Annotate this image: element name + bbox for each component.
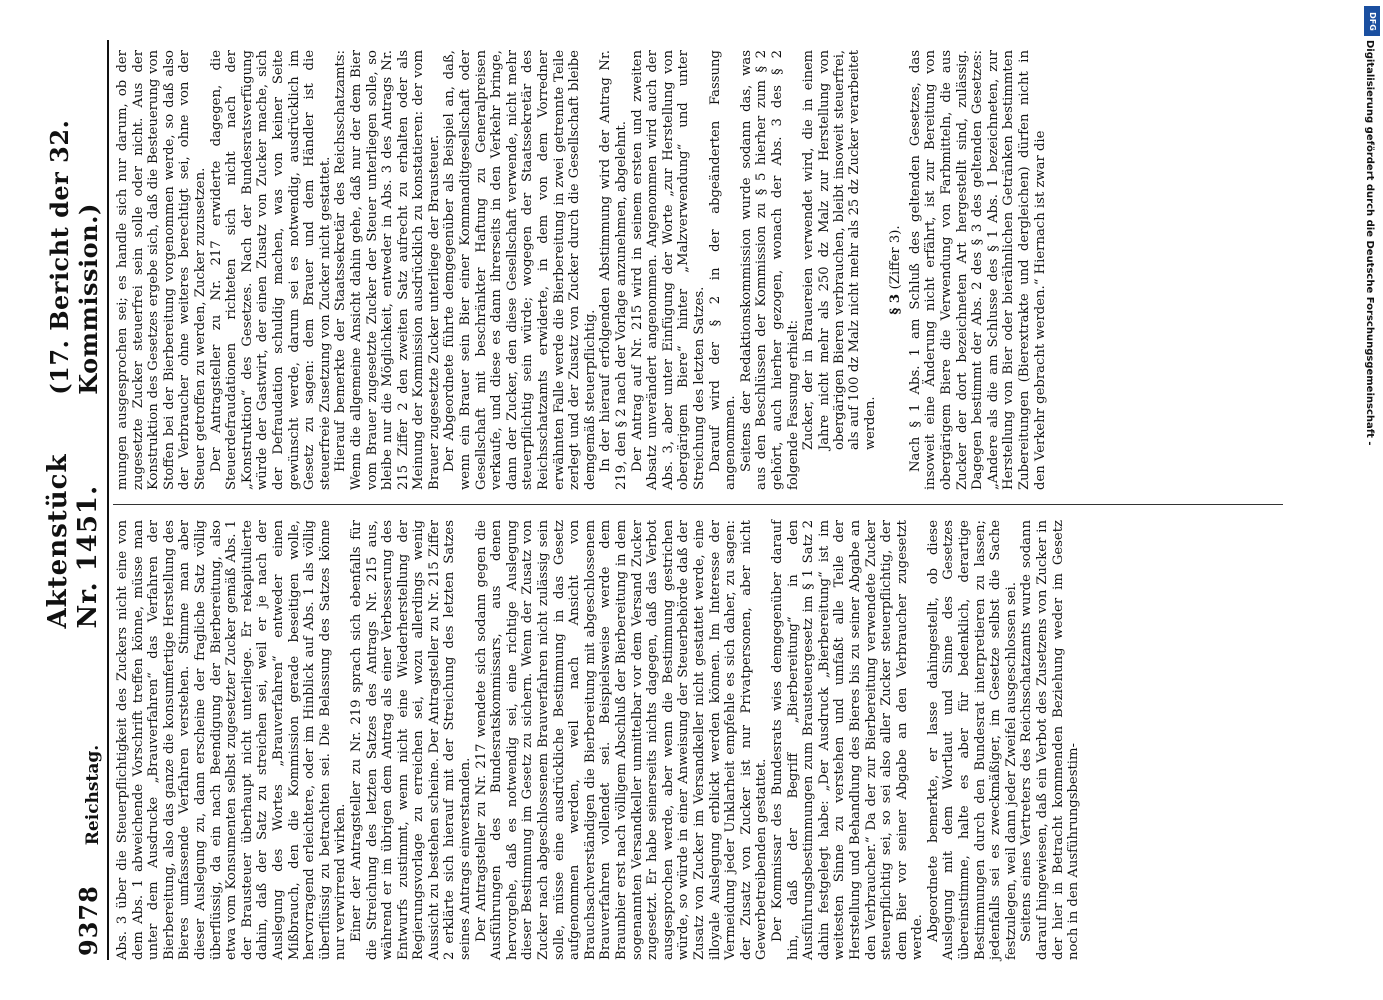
paragraph: mungen ausgesprochen sei; es handle sich nur darum, ob der zugesetzte Zucker steuerfrei sein solle oder nicht. Aus der Konstruktion des Gesetzes ergebe sich, daß die Besteuerung von Stoffen bei der Bierbereitung vorgenommen werde, so daß also der Verbraucher ohne weiteres berechtigt sei, ohne von der Steuer getroffen zu werden, Zucker zuzusetzen.: [115, 50, 208, 490]
document-page: [43, 40, 1295, 960]
section-heading: [888, 50, 904, 490]
paragraph: Nach § 1 Abs. 1 am Schluß des geltenden Gesetzes, das insoweit eine Änderung nicht erfährt, ist zur Bereitung von obergärigem Biere die Verwendung von Farbmitteln, die aus Zucker der dort bezeichneten Art hergestellt sind, zulässig. Dagegen bestimmt der Abs. 2 des § 3 des geltenden Gesetzes: „Andere als die am Schlusse des § 1 Abs. 1 bezeichneten, zur Herstellung von Bier oder bierähnlichen Getränken bestimmten Zubereitungen (Bierextrakte und dergleichen) dürfen nicht in den Verkehr gebracht werden.“ Hiernach ist zwar die: [907, 50, 1048, 490]
report-title: (17. Bericht der 32. Kommission.): [45, 119, 103, 395]
document-title: Aktenstück Nr. 1451.: [43, 453, 103, 629]
paragraph: In der hierauf erfolgenden Abstimmung wird der Antrag Nr. 219, den § 2 nach der Vorlage anzunehmen, abgelehnt.: [598, 50, 629, 490]
paragraph: Seitens der Redaktionskommission wurde sodann das, was aus den Beschlüssen der Kommission zu § 5 hierher zum § 2 gehört, auch hierher gezogen, wonach der Abs. 3 des § 2 folgende Fassung erhielt:: [738, 50, 801, 490]
paragraph: Einer der Antragsteller zu Nr. 219 sprach sich ebenfalls für die Streichung des letzten Satzes des Antrags Nr. 215 aus, während er im übrigen dem Antrag als einer Verbesserung des Entwurfs zustimmt, wenn nicht eine Wiederherstellung der Regierungsvorlage zu erreichen sei, wozu allerdings wenig Aussicht zu bestehen scheine. Der Antragsteller zu Nr. 215 Ziffer 2 erklärte sich hierauf mit der Streichung des letzten Satzes seines Antrags einverstanden.: [348, 520, 474, 960]
header-body: Reichstag.: [83, 744, 103, 846]
digitization-note-text: Digitalisierung gefördert durch die Deutsche Forschungsgemeinschaft -: [1364, 40, 1375, 446]
digitization-note: [1363, 40, 1377, 960]
column-divider: [113, 504, 1283, 505]
dfg-logo: DFG: [1364, 6, 1380, 36]
paragraph: Abs. 3 über die Steuerpflichtigkeit des Zuckers nicht eine von dem Abs. 1 abweichende Vorschrift treffen könne, müsse man unter dem Ausdrucke „Brauverfahren“ das Verfahren der Bierbereitung, also das ganze die konsumfertige Herstellung des Bieres umfassende Verfahren verstehen. Stimme man aber dieser Auslegung zu, dann erscheine der fragliche Satz völlig überflüssig, da ein nach Beendigung der Bierbereitung, also etwa vom Konsumenten selbst zugesetzter Zucker gemäß Abs. 1 der Brausteuer überhaupt nicht unterliege. Er rekapitulierte dahin, daß der Satz zu streichen sei, weil er je nach der Auslegung des Wortes „Brauverfahren“ entweder einen Mißbrauch, den die Kommission gerade beseitigen wolle, hervorragend erleichtere, oder im Hinblick auf Abs. 1 als völlig überflüssig zu betrachten sei. Die Belassung des Satzes könne nur verwirrend wirken.: [115, 520, 349, 960]
header-rule: [107, 40, 109, 960]
paragraph: Hierauf bemerkte der Staatssekretär des Reichsschatzamts: Wenn die allgemeine Ansicht dahin gehe, daß nur der dem Bier vom Brauer zugesetzte Zucker der Steuer unterliegen solle, so bleibe nur die Möglichkeit, entweder in Abs. 3 des Antrags Nr. 215 Ziffer 2 den zweiten Satz aufrecht zu erhalten oder als Meinung der Kommission ausdrücklich zu konstatieren: der vom Brauer zugesetzte Zucker unterliege der Brausteuer.: [333, 50, 442, 490]
page-header: [43, 40, 103, 960]
section-number: § 3: [888, 293, 904, 315]
paragraph: Der Kommissar des Bundesrats wies demgegenüber darauf hin, daß der Begriff „Bierbereitung“ in den Ausführungsbestimmungen zum Brausteuergesetz im § 1 Satz 2 dahin festgelegt habe: „Der Ausdruck „Bierbereitung“ ist im weitesten Sinne zu verstehen und umfaßt alle Teile der Herstellung und Behandlung des Bieres bis zu seiner Abgabe an den Verbraucher.“ Da der zur Bierbereitung verwendete Zucker steuerpflichtig sei, so sei also aller Zucker steuerpflichtig, der dem Bier vor seiner Abgabe an den Verbraucher zugesetzt werde.: [769, 520, 926, 960]
section-subheading: (Ziffer 3).: [888, 225, 904, 290]
left-column: [115, 520, 1082, 960]
paragraph: Abgeordnete bemerkte, er lasse dahingestellt, ob diese Auslegung mit dem Wortlaut und Sinne des Gesetzes übereinstimme, halte es aber für bedenklich, derartige Bestimmungen durch den Bundesrat interpretieren zu lassen; jedenfalls sei es zweckmäßiger, im Gesetze selbst die Sache festzulegen, weil dann jeder Zweifel ausgeschlossen sei.: [925, 520, 1019, 960]
paragraph: Der Abgeordnete führte demgegenüber als Beispiel an, daß, wenn ein Brauer sein Bier einer Kommanditgesellschaft oder Gesellschaft mit beschränkter Haftung zu Generalpreisen verkaufe, und diese es dann ihrerseits in den Verkehr bringe, dann der Zucker, den diese Gesellschaft verwende, nicht mehr steuerpflichtig sein würde; wogegen der Staatssekretär des Reichsschatzamts erwiderte, in dem von dem Vorredner erwähnten Falle werde die Bierbereitung in zwei getrennte Teile zerlegt und der Zusatz von Zucker durch die Gesellschaft bleibe demgemäß steuerpflichtig.: [442, 50, 598, 490]
paragraph: Seitens eines Vertreters des Reichsschatzamts wurde sodann darauf hingewiesen, daß ein Verbot des Zusetzens von Zucker in der hier in Betracht kommenden Beziehung weder im Gesetz noch in den Ausführungsbestim-: [1019, 520, 1082, 960]
paragraph: Der Antragsteller zu Nr. 217 erwiderte dagegen, die Steuerdefraudationen richteten sich nicht nach der „Konstruktion“ des Gesetzes. Nach der Bundesratsverfügung würde der Gastwirt, der einen Zusatz von Zucker mache, sich der Defraudation schuldig machen, was von keiner Seite gewünscht werde, darum sei es notwendig, ausdrücklich im Gesetz zu sagen: dem Brauer und dem Händler ist die steuerfreie Zusetzung von Zucker nicht gestattet.: [208, 50, 333, 490]
quoted-provision: Zucker, der in Brauereien verwendet wird, die in einem Jahre nicht mehr als 250 dz Malz zur Herstellung von obergärigen Bieren verbrauchen, bleibt insoweit steuerfrei, als auf 100 dz Malz nicht mehr als 25 dz Zucker verarbeitet werden.: [801, 50, 878, 450]
paragraph: Darauf wird der § 2 in der abgeänderten Fassung angenommen.: [707, 50, 739, 490]
paragraph: Der Antragsteller zu Nr. 217 wendete sich sodann gegen die Ausführungen des Bundesratskommissars, aus denen hervorgehe, daß es notwendig sei, eine richtige Auslegung dieser Bestimmung im Gesetz zu sichern. Wenn der Zusatz von Zucker nach abgeschlossenem Brauverfahren nicht zulässig sein solle, müsse eine ausdrückliche Bestimmung in das Gesetz aufgenommen werden, weil nach Ansicht von Brauchsachverständigen die Bierbereitung mit abgeschlossenem Brauverfahren vollendet sei. Beispielsweise werde dem Braunbier erst nach völligem Abschluß der Bierbereitung in dem sogenannten Versandkeller unmittelbar vor dem Versand Zucker zugesetzt. Er habe seinerseits nichts dagegen, daß das Verbot ausgesprochen werde, aber wenn die Bestimmung gestrichen würde, so würde in einer Anweisung der Steuerbehörde daß der Zusatz von Zucker im Versandkeller nicht gestattet werde, eine illoyale Auslegung erblickt werden können. Im Interesse der Vermeidung jeder Unklarheit empfehle es sich daher, zu sagen: der Zusatz von Zucker ist nur Privatpersonen, aber nicht Gewerbetreibenden gestattet.: [473, 520, 770, 960]
page-number: 9378: [74, 885, 103, 956]
paragraph: Der Antrag auf Nr. 215 wird in seinem ersten und zweiten Absatz unverändert angenommen. Angenommen wird auch der Abs. 3, aber unter Einfügung der Worte „zur Herstellung von obergärigem Biere“ hinter „Malzverwendung“ und unter Streichung des letzten Satzes.: [629, 50, 707, 490]
right-column: [115, 50, 1048, 490]
